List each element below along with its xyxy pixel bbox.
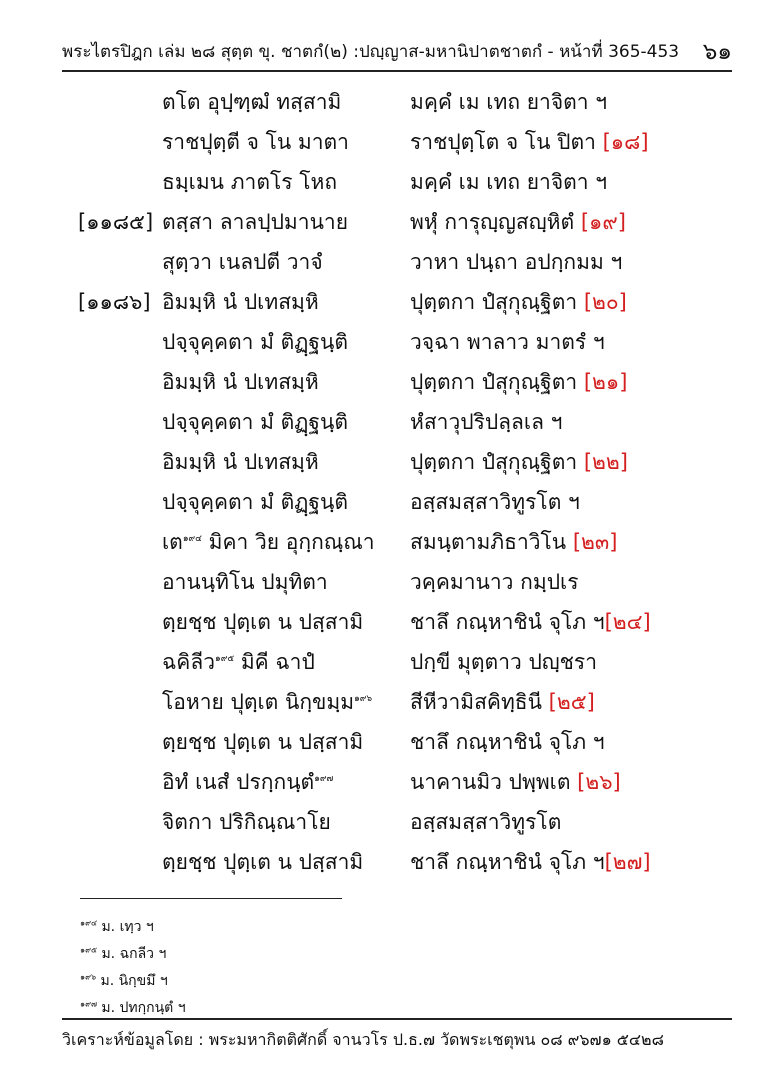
- verse-line: [0, 202, 770, 242]
- verse-line: [0, 482, 770, 522]
- footnote: $^{๑๙๖}$ ม. นิกฺขมึ ฯ: [80, 972, 168, 989]
- footnote-mark: ๑๙๕: [80, 945, 97, 955]
- verse-first-half: ฉคิลีว$^{๑๙๕}$ มิคี ฉาปํ: [162, 650, 315, 674]
- verse-line: [0, 242, 770, 282]
- verse-line: [0, 402, 770, 442]
- verse-reference: [๒๓]: [572, 530, 618, 554]
- verse-second-half: สมนฺตามภิธาวิโน [๒๓]: [410, 530, 618, 554]
- footnote-mark: ๑๙๖: [354, 694, 373, 704]
- verse-second-half: หํสาวุปริปลฺลเล ฯ: [410, 410, 563, 434]
- verse-line: [0, 642, 770, 682]
- verse-first-half: อิทํ เนสํ ปรกฺกนฺตํ$^{๑๙๗}$: [162, 770, 334, 794]
- verse-first-half: ตฺยชฺช ปุตฺเต น ปสฺสามิ: [162, 850, 364, 874]
- verse-line: [0, 682, 770, 722]
- verse-reference: [๒๖]: [577, 770, 621, 794]
- verse-second-half: ปุตฺตกา ปํสุกุณฺฐิตา [๒๑]: [410, 370, 628, 394]
- verse-first-half: ตฺยชฺช ปุตฺเต น ปสฺสามิ: [162, 730, 364, 754]
- verse-first-half: อิมมฺหิ นํ ปเทสมฺหิ: [162, 370, 319, 394]
- verse-second-half: ชาลึ กณฺหาชินํ จุโภ ฯ[๒๔]: [410, 610, 651, 634]
- verse-second-half: พหุํ การุญฺญสญฺหิตํ [๑๙]: [410, 210, 626, 234]
- verse-first-half: ตสฺสา ลาลปฺปมานาย: [162, 210, 349, 234]
- footnote-mark: ๑๙๖: [80, 972, 97, 982]
- verse-second-half: ชาลึ กณฺหาชินํ จุโภ ฯ: [410, 730, 605, 754]
- verse-reference: [๒๔]: [604, 610, 651, 634]
- verse-line: [0, 82, 770, 122]
- verse-line: [0, 602, 770, 642]
- page-number: ๖๑: [702, 39, 732, 65]
- verse-line: [0, 282, 770, 322]
- verse-second-half: วคฺคมานาว กมฺปเร: [410, 570, 579, 594]
- verse-second-half: ชาลึ กณฺหาชินํ จุโภ ฯ[๒๗]: [410, 850, 651, 874]
- verse-line: [0, 322, 770, 362]
- verse-second-half: สีหีวามิสคิทฺธินี [๒๕]: [410, 690, 595, 714]
- verse-first-half: สุตฺวา เนลปตี วาจํ: [162, 250, 323, 274]
- footnote-mark: ๑๙๗: [80, 999, 97, 1009]
- verse-line: [0, 122, 770, 162]
- page-footer: [62, 1018, 732, 1053]
- page-header: [62, 30, 732, 72]
- verse-line: [0, 842, 770, 882]
- verse-second-half: ปุตฺตกา ปํสุกุณฺฐิตา [๒๒]: [410, 450, 628, 474]
- verse-reference: [๒๗]: [604, 850, 651, 874]
- verse-second-half: วจฺฉา พาลาว มาตรํ ฯ: [410, 330, 605, 354]
- verse-reference: [๑๘]: [602, 130, 649, 154]
- footnote-mark: ๑๙๔: [182, 534, 202, 544]
- verse-line: [0, 442, 770, 482]
- footnote: $^{๑๙๕}$ ม. ฉกลีว ฯ: [80, 945, 167, 962]
- footnote-mark: ๑๙๗: [314, 774, 334, 784]
- verse-first-half: ราชปุตฺตี จ โน มาตา: [162, 130, 349, 154]
- verse-first-half: ตฺยชฺช ปุตฺเต น ปสฺสามิ: [162, 610, 364, 634]
- verse-first-half: โอหาย ปุตฺเต นิกฺขมฺม$^{๑๙๖}$: [162, 690, 373, 714]
- verse-number: [๑๑๘๖]: [78, 290, 151, 314]
- verse-first-half: อิมมฺหิ นํ ปเทสมฺหิ: [162, 290, 319, 314]
- footnote-divider: [80, 898, 342, 899]
- footnote-mark: ๑๙๔: [80, 918, 97, 928]
- verse-first-half: อิมมฺหิ นํ ปเทสมฺหิ: [162, 450, 319, 474]
- verse-reference: [๒๕]: [548, 690, 595, 714]
- verse-first-half: เต$^{๑๙๔}$ มิคา วิย อุกฺกณฺณา: [162, 530, 375, 554]
- verse-line: [0, 522, 770, 562]
- verse-first-half: ปจฺจุคฺคตา มํ ติฏฺฐนฺติ: [162, 490, 348, 514]
- footnote-mark: ๑๙๕: [215, 654, 235, 664]
- footnote: $^{๑๙๔}$ ม. เทฺว ฯ: [80, 918, 154, 935]
- verse-second-half: วาหา ปนฺถา อปกฺกมม ฯ: [410, 250, 623, 274]
- verse-reference: [๒๒]: [583, 450, 628, 474]
- verse-first-half: อานนฺทิโน ปมุทิตา: [162, 570, 328, 594]
- header-title: พระไตรปิฎก เล่ม ๒๘ สุตฺต ขุ. ชาตกํ(๒) :ปญฺญาส-มหานิปาตชาตกํ - หน้าที่ 365-453: [62, 42, 680, 62]
- verse-reference: [๒๑]: [583, 370, 628, 394]
- verse-line: [0, 762, 770, 802]
- verse-line: [0, 802, 770, 842]
- verse-first-half: ตโต อุปฺฑฺฒํ ทสฺสามิ: [162, 90, 342, 114]
- verse-second-half: นาคานมิว ปพฺพเต [๒๖]: [410, 770, 621, 794]
- verse-second-half: อสฺสมสฺสาวิทูรโต: [410, 810, 562, 834]
- verse-second-half: มคฺคํ เม เทถ ยาจิตา ฯ: [410, 90, 608, 114]
- verse-second-half: ปุตฺตกา ปํสุกุณฺฐิตา [๒๐]: [410, 290, 627, 314]
- verse-first-half: ปจฺจุคฺคตา มํ ติฏฺฐนฺติ: [162, 410, 348, 434]
- verse-line: [0, 162, 770, 202]
- verse-second-half: มคฺคํ เม เทถ ยาจิตา ฯ: [410, 170, 608, 194]
- verse-first-half: ธมฺเมน ภาตโร โหถ: [162, 170, 338, 194]
- footnote: $^{๑๙๗}$ ม. ปทกฺกนฺตํ ฯ: [80, 999, 186, 1016]
- verse-line: [0, 362, 770, 402]
- verse-line: [0, 562, 770, 602]
- verse-second-half: ราชปุตฺโต จ โน ปิตา [๑๘]: [410, 130, 649, 154]
- verse-reference: [๑๙]: [580, 210, 626, 234]
- footer-credit: วิเคราะห์ข้อมูลโดย : พระมหากิตติศักดิ์ จานวโร ป.ธ.๗ วัดพระเชตุพน ๐๘ ๙๖๗๑ ๕๔๒๘: [62, 1030, 664, 1049]
- verse-second-half: อสฺสมสฺสาวิทูรโต ฯ: [410, 490, 580, 514]
- verse-reference: [๒๐]: [583, 290, 627, 314]
- verse-line: [0, 722, 770, 762]
- verse-first-half: จิตกา ปริกิณฺณาโย: [162, 810, 331, 834]
- verse-number: [๑๑๘๕]: [78, 210, 154, 234]
- verse-second-half: ปกฺขี มุตฺตาว ปญฺชรา: [410, 650, 598, 674]
- verse-first-half: ปจฺจุคฺคตา มํ ติฏฺฐนฺติ: [162, 330, 348, 354]
